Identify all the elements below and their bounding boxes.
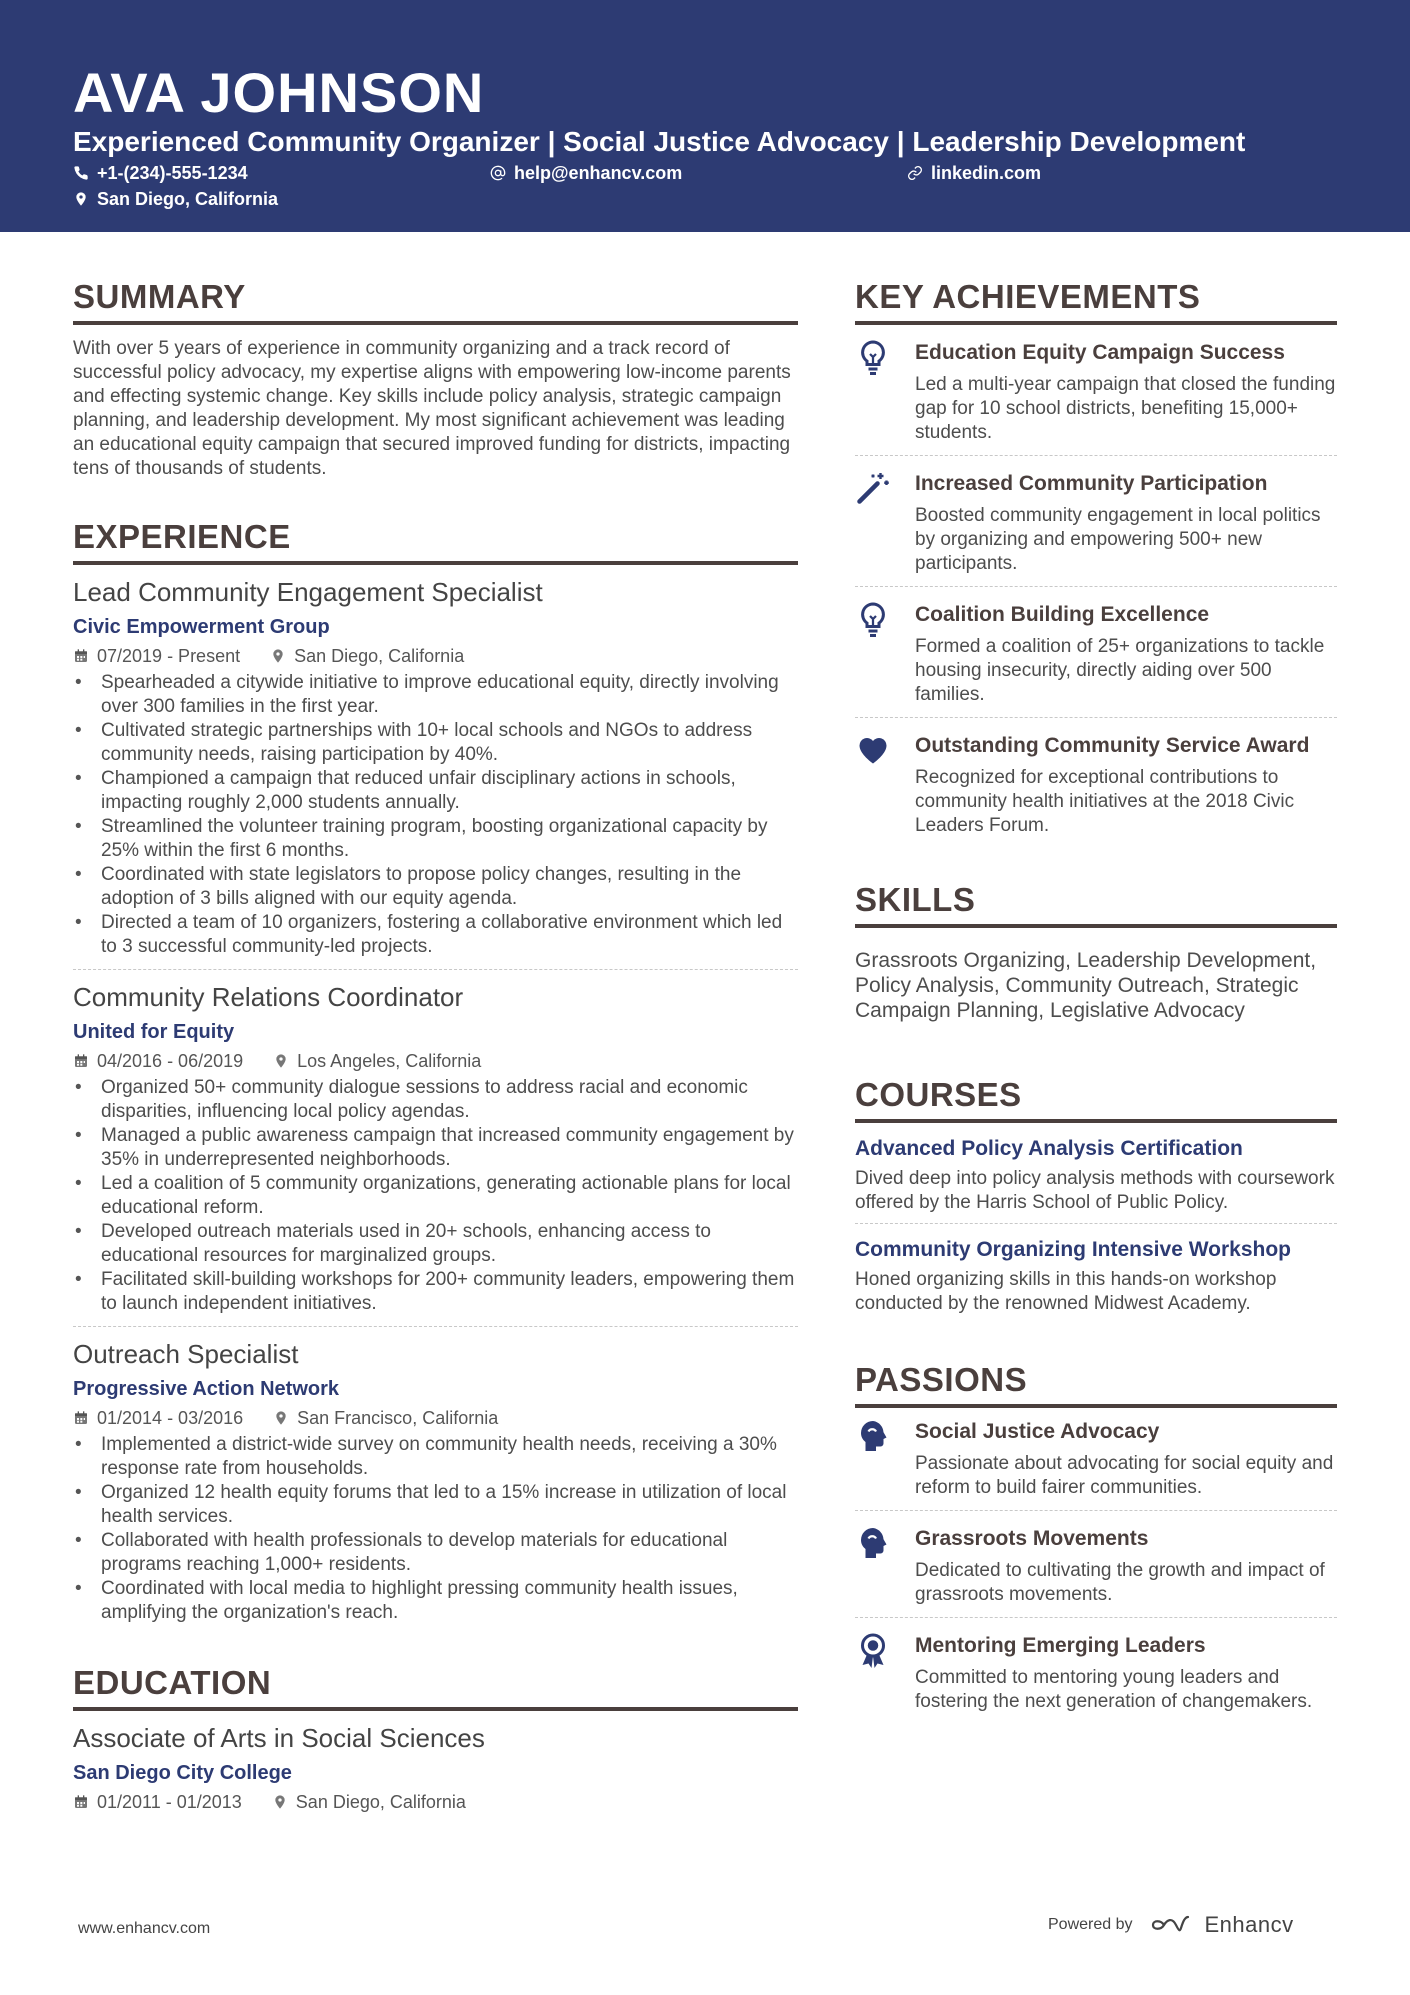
at-icon — [490, 165, 506, 181]
job-dates: 01/2014 - 03/2016 — [97, 1408, 244, 1428]
email-text: help@enhancv.com — [514, 163, 683, 183]
bullet-item: • Directed a team of 10 organizers, fostering a collaborative environment which led to 3 successful community-led projects. — [101, 911, 798, 959]
bullet-item: • Cultivated strategic partnerships with 10+ local schools and NGOs to address community needs, raising participation by 40%. — [101, 719, 798, 767]
job-title: Outreach Specialist — [73, 1339, 299, 1369]
head-icon — [855, 1525, 891, 1561]
passion-title: Social Justice Advocacy — [915, 1420, 1160, 1443]
company-name: Progressive Action Network — [73, 1378, 340, 1400]
company-name: Civic Empowerment Group — [73, 616, 330, 638]
course-title: Advanced Policy Analysis Certification — [855, 1137, 1243, 1160]
location-pin-icon — [273, 1410, 289, 1426]
contact-linkedin[interactable] — [907, 161, 1041, 185]
headline: Experienced Community Organizer | Social Justice Advocacy | Leadership Development — [73, 126, 1246, 157]
course-item — [855, 1224, 1337, 1324]
job-bullets — [73, 671, 798, 959]
achievement-item — [855, 587, 1337, 717]
heart-icon — [855, 732, 891, 768]
bullet-item: • Spearheaded a citywide initiative to improve educational equity, directly involving over 300 families in the first year. — [101, 671, 798, 719]
achievement-desc: Boosted community engagement in local politics by organizing and empowering 500+ new participants. — [915, 505, 1321, 574]
summary-text: With over 5 years of experience in community organizing and a track record of successful policy advocacy, my expertise aligns with empowering low-income parents and effecting systemic change. Key skills include policy analysis, strategic campaign planning, and leadership development. My most significant achievement was leading an educational equity campaign that secured improved funding for districts, impacting tens of thousands of students. — [73, 338, 791, 479]
location-text: San Diego, California — [97, 189, 279, 209]
achievement-item — [855, 325, 1337, 455]
divider — [73, 969, 798, 970]
job-dates: 07/2019 - Present — [97, 646, 241, 666]
company-name: United for Equity — [73, 1021, 235, 1043]
experience-entry — [73, 1337, 798, 1625]
powered-by-label: Powered by — [1048, 1916, 1133, 1933]
link-icon — [907, 165, 923, 181]
job-location: San Diego, California — [294, 646, 465, 666]
bullet-item: • Organized 12 health equity forums that led to a 15% increase in utilization of local health services. — [101, 1481, 798, 1529]
phone-text: +1-(234)-555-1234 — [97, 163, 248, 183]
passion-desc: Committed to mentoring young leaders and fostering the next generation of changemakers. — [915, 1667, 1313, 1712]
footer-branding — [1048, 1912, 1294, 1938]
calendar-icon — [73, 1410, 89, 1426]
achievement-title: Education Equity Campaign Success — [915, 341, 1285, 364]
bullet-item: • Organized 50+ community dialogue sessions to address racial and economic disparities, influencing local policy agendas. — [101, 1076, 798, 1124]
achievement-desc: Led a multi-year campaign that closed the funding gap for 10 school districts, benefiting 15,000+ students. — [915, 374, 1336, 443]
experience-entry — [73, 575, 798, 970]
passion-desc: Dedicated to cultivating the growth and impact of grassroots movements. — [915, 1560, 1325, 1605]
bullet-item: • Championed a campaign that reduced unfair disciplinary actions in schools, impacting roughly 2,000 students annually. — [101, 767, 798, 815]
education-heading: EDUCATION — [73, 1661, 798, 1711]
brand-name: Enhancv — [1204, 1912, 1294, 1937]
job-title: Lead Community Engagement Specialist — [73, 577, 543, 607]
job-dates: 04/2016 - 06/2019 — [97, 1051, 244, 1071]
location-pin-icon — [272, 1794, 288, 1810]
passion-title: Mentoring Emerging Leaders — [915, 1634, 1206, 1657]
linkedin-text: linkedin.com — [931, 163, 1042, 183]
magic-wand-icon — [855, 470, 891, 506]
calendar-icon — [73, 648, 89, 664]
location-pin-icon — [73, 191, 89, 207]
bullet-item: • Implemented a district-wide survey on community health needs, receiving a 30% response rate from households. — [101, 1433, 798, 1481]
bullet-item: • Streamlined the volunteer training program, boosting organizational capacity by 25% within the first 6 months. — [101, 815, 798, 863]
achievement-desc: Recognized for exceptional contributions to community health initiatives at the 2018 Civic Leaders Forum. — [915, 767, 1295, 836]
bullet-item: • Managed a public awareness campaign that increased community engagement by 35% in underrepresented neighborhoods. — [101, 1124, 798, 1172]
left-column — [73, 275, 798, 1815]
lightbulb-icon — [855, 339, 891, 375]
job-meta — [73, 1405, 798, 1431]
passion-item — [855, 1511, 1337, 1617]
experience-entry — [73, 980, 798, 1327]
school-name: San Diego City College — [73, 1762, 292, 1784]
achievement-desc: Formed a coalition of 25+ organizations to tackle housing insecurity, directly aiding over 500 families. — [915, 636, 1325, 705]
skills-text: Grassroots Organizing, Leadership Development, Policy Analysis, Community Outreach, Strategic Campaign Planning, Legislative Advocacy — [855, 949, 1317, 1022]
course-title: Community Organizing Intensive Workshop — [855, 1238, 1291, 1261]
bullet-item: • Developed outreach materials used in 20+ schools, enhancing access to educational resources for marginalized groups. — [101, 1220, 798, 1268]
experience-heading: EXPERIENCE — [73, 515, 798, 565]
achievement-title: Coalition Building Excellence — [915, 603, 1210, 626]
passion-item — [855, 1618, 1337, 1724]
job-location: San Francisco, California — [297, 1408, 499, 1428]
divider — [73, 1326, 798, 1327]
lightbulb-icon — [855, 601, 891, 637]
education-meta — [73, 1789, 798, 1815]
calendar-icon — [73, 1053, 89, 1069]
job-meta — [73, 643, 798, 669]
achievement-item — [855, 718, 1337, 848]
passion-item — [855, 1408, 1337, 1510]
degree-title: Associate of Arts in Social Sciences — [73, 1723, 485, 1753]
job-bullets — [73, 1433, 798, 1625]
education-location: San Diego, California — [295, 1792, 466, 1812]
candidate-name: AVA JOHNSON — [73, 61, 485, 124]
achievement-title: Increased Community Participation — [915, 472, 1268, 495]
summary-heading: SUMMARY — [73, 275, 798, 325]
achievements-heading: KEY ACHIEVEMENTS — [855, 275, 1337, 325]
course-desc: Dived deep into policy analysis methods with coursework offered by the Harris School of Public Policy. — [855, 1168, 1335, 1213]
contact-phone[interactable] — [73, 161, 248, 185]
header-banner — [0, 0, 1410, 232]
achievement-item — [855, 456, 1337, 586]
education-entry — [73, 1721, 798, 1815]
course-item — [855, 1123, 1337, 1223]
bullet-item: • Led a coalition of 5 community organizations, generating actionable plans for local educational reform. — [101, 1172, 798, 1220]
bullet-item: • Coordinated with state legislators to propose policy changes, resulting in the adoption of 3 bills aligned with our equity agenda. — [101, 863, 798, 911]
passion-desc: Passionate about advocating for social equity and reform to build fairer communities. — [915, 1453, 1334, 1498]
course-desc: Honed organizing skills in this hands-on workshop conducted by the renowned Midwest Academy. — [855, 1269, 1277, 1314]
education-dates: 01/2011 - 01/2013 — [97, 1792, 242, 1812]
contact-email[interactable] — [490, 161, 682, 185]
brand-logo[interactable] — [1151, 1912, 1294, 1938]
award-badge-icon — [855, 1632, 891, 1668]
job-bullets — [73, 1076, 798, 1316]
calendar-icon — [73, 1794, 89, 1810]
footer-website[interactable]: www.enhancv.com — [78, 1920, 211, 1937]
skills-heading: SKILLS — [855, 878, 1337, 928]
bullet-item: • Coordinated with local media to highlight pressing community health issues, amplifying the organization's reach. — [101, 1577, 798, 1625]
head-icon — [855, 1418, 891, 1454]
job-meta — [73, 1048, 798, 1074]
phone-icon — [73, 165, 89, 181]
achievement-title: Outstanding Community Service Award — [915, 734, 1310, 757]
bullet-item: • Collaborated with health professionals to develop materials for educational programs reaching 1,000+ residents. — [101, 1529, 798, 1577]
contact-location — [73, 187, 278, 211]
job-location: Los Angeles, California — [297, 1051, 482, 1071]
location-pin-icon — [270, 648, 286, 664]
right-column — [855, 275, 1337, 1724]
job-title: Community Relations Coordinator — [73, 982, 464, 1012]
location-pin-icon — [273, 1053, 289, 1069]
courses-heading: COURSES — [855, 1073, 1337, 1123]
enhancv-logo-icon — [1151, 1914, 1197, 1936]
bullet-item: • Facilitated skill-building workshops for 200+ community leaders, empowering them to launch independent initiatives. — [101, 1268, 798, 1316]
passion-title: Grassroots Movements — [915, 1527, 1149, 1550]
passions-heading: PASSIONS — [855, 1358, 1337, 1408]
